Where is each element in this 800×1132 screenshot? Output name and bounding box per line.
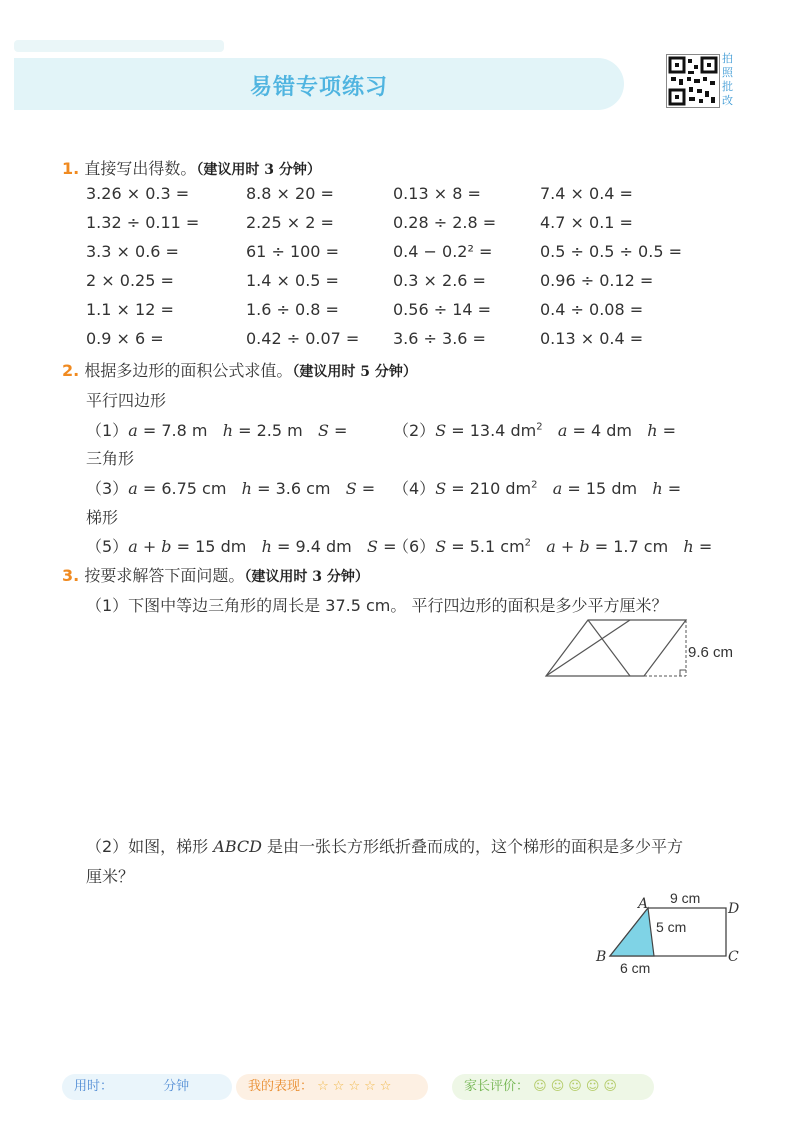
- problem-number: （2）: [393, 421, 436, 440]
- equals: =: [693, 537, 713, 556]
- vertex-c: C: [728, 949, 739, 965]
- calc-item: 0.3 × 2.6 =: [393, 271, 486, 290]
- var-s: S: [367, 537, 378, 556]
- problem-number: （5）: [86, 537, 129, 556]
- value: = 5.1 cm: [446, 537, 525, 556]
- problem-number: （4）: [393, 479, 436, 498]
- calc-item: 1.32 ÷ 0.11 =: [86, 213, 200, 232]
- calc-item: 4.7 × 0.1 =: [540, 213, 633, 232]
- trapezoid-label: 梯形: [86, 508, 119, 527]
- calc-item: 1.6 ÷ 0.8 =: [246, 300, 339, 319]
- value: = 7.8 m: [137, 421, 208, 440]
- value: = 4 dm: [567, 421, 632, 440]
- var-s: S: [435, 479, 447, 498]
- parent-label: 家长评价：: [464, 1079, 530, 1094]
- var-s: S: [435, 421, 447, 440]
- time-hint: （建议用时 3 分钟）: [244, 569, 369, 585]
- problem-2: （2）S = 13.4 $dm^2$ a = 4 dm h =: [393, 421, 677, 440]
- height-label: 9.6 cm: [688, 644, 734, 661]
- calc-item: 0.4 − 0.2² =: [393, 242, 493, 261]
- calc-item: 0.28 ÷ 2.8 =: [393, 213, 497, 232]
- parallelogram-figure: [540, 616, 750, 682]
- subquestion-2-line2: 厘米？: [86, 867, 135, 886]
- var-a-plus-b: a + b: [128, 537, 172, 556]
- calc-item: 3.6 ÷ 3.6 =: [393, 329, 486, 348]
- calc-item: 1.4 × 0.5 =: [246, 271, 339, 290]
- top-length-label: 9 cm: [670, 890, 701, 906]
- star-rating-icon[interactable]: ☆☆☆☆☆: [317, 1079, 396, 1094]
- problem-6: （6）S = 5.1 $cm^2$ a + b = 1.7 cm h =: [393, 537, 713, 556]
- question-2-heading: [62, 358, 417, 381]
- var-h: h: [241, 479, 252, 498]
- subquestion-text: （2）如图，梯形: [86, 837, 214, 856]
- equals: =: [356, 479, 376, 498]
- value: = 210 dm: [446, 479, 532, 498]
- var-s: S: [435, 537, 447, 556]
- problem-number: （1）: [86, 421, 129, 440]
- trapezoid-figure: [590, 886, 750, 982]
- problem-number: （3）: [86, 479, 129, 498]
- value: = 1.7 cm: [589, 537, 669, 556]
- calc-item: 2.25 × 2 =: [246, 213, 334, 232]
- subquestion-2: [86, 834, 683, 857]
- question-number: 3.: [62, 566, 80, 585]
- var-h: h: [261, 537, 272, 556]
- vertex-a: A: [638, 896, 649, 912]
- calc-item: 3.26 × 0.3 =: [86, 184, 190, 203]
- calc-item: 3.3 × 0.6 =: [86, 242, 179, 261]
- var-a-plus-b: a + b: [546, 537, 590, 556]
- calc-item: 0.4 ÷ 0.08 =: [540, 300, 644, 319]
- bottom-length-label: 6 cm: [620, 960, 651, 976]
- time-label: 用时：: [74, 1079, 114, 1094]
- question-3-heading: [62, 563, 369, 586]
- calc-item: 0.42 ÷ 0.07 =: [246, 329, 360, 348]
- vertex-b: B: [596, 949, 607, 965]
- question-1-heading: [62, 156, 321, 179]
- parent-evaluation-box: [452, 1074, 654, 1100]
- calc-item: 1.1 × 12 =: [86, 300, 174, 319]
- calc-item: 0.13 × 8 =: [393, 184, 481, 203]
- side-length-label: 5 cm: [656, 919, 687, 935]
- problem-number: （6）: [393, 537, 436, 556]
- value: = 6.75 cm: [137, 479, 227, 498]
- var-h: h: [683, 537, 694, 556]
- problem-4: （4）S = 210 $dm^2$ a = 15 dm h =: [393, 479, 682, 498]
- smiley-rating-icon[interactable]: ☺☺☺☺☺: [533, 1079, 621, 1094]
- value: = 13.4 dm: [446, 421, 537, 440]
- time-hint: （建议用时 5 分钟）: [292, 364, 417, 380]
- subquestion-1: （1）下图中等边三角形的周长是 37.5 cm。 平行四边形的面积是多少平方厘米？: [86, 596, 668, 615]
- value: = 15 dm: [562, 479, 638, 498]
- trapezoid-name: ABCD: [213, 837, 262, 856]
- page-title: 易错专项练习: [249, 75, 388, 100]
- parallelogram-label: 平行四边形: [86, 391, 167, 410]
- calc-item: 0.9 × 6 =: [86, 329, 164, 348]
- var-h: h: [222, 421, 234, 440]
- question-number: 2.: [62, 361, 80, 380]
- time-unit: 分钟: [163, 1079, 190, 1094]
- calc-item: 0.13 × 0.4 =: [540, 329, 644, 348]
- calc-item: 61 ÷ 100 =: [246, 242, 339, 261]
- problem-1: [86, 418, 347, 441]
- question-text: 按要求解答下面问题。: [84, 566, 245, 585]
- vertex-d: D: [728, 901, 740, 917]
- var-s: S: [345, 479, 357, 498]
- performance-label: 我的表现：: [248, 1079, 314, 1094]
- performance-box: [236, 1074, 428, 1100]
- qr-code-icon[interactable]: [666, 54, 720, 108]
- var-a: a: [128, 479, 138, 498]
- problem-5: [86, 534, 396, 557]
- var-h: h: [652, 479, 663, 498]
- question-number: 1.: [62, 159, 80, 178]
- var-a: a: [557, 421, 568, 440]
- value: = 15 dm: [171, 537, 247, 556]
- scan-to-grade-label: 拍照批改: [722, 52, 733, 107]
- value: = 3.6 cm: [251, 479, 331, 498]
- header-banner: [14, 58, 624, 110]
- subquestion-text: 是由一张长方形纸折叠而成的，这个梯形的面积是多少平方: [261, 837, 684, 856]
- question-text: 直接写出得数。: [84, 159, 197, 178]
- equals: =: [662, 479, 682, 498]
- value: = 9.4 dm: [271, 537, 352, 556]
- question-text: 根据多边形的面积公式求值。: [84, 361, 293, 380]
- calc-item: 8.8 × 20 =: [246, 184, 334, 203]
- time-used-box: [62, 1074, 232, 1100]
- var-s: S: [317, 421, 329, 440]
- calc-item: 0.5 ÷ 0.5 ÷ 0.5 =: [540, 242, 682, 261]
- calc-item: 7.4 × 0.4 =: [540, 184, 633, 203]
- calc-item: 0.56 ÷ 14 =: [393, 300, 492, 319]
- problem-3: [86, 476, 375, 499]
- var-a: a: [128, 421, 138, 440]
- equals: =: [377, 537, 397, 556]
- equals: =: [328, 421, 348, 440]
- header-decoration: [14, 40, 224, 52]
- value: = 2.5 m: [233, 421, 303, 440]
- time-hint: （建议用时 3 分钟）: [196, 162, 321, 178]
- var-a: a: [552, 479, 563, 498]
- var-h: h: [647, 421, 658, 440]
- calc-item: 0.96 ÷ 0.12 =: [540, 271, 654, 290]
- equals: =: [657, 421, 677, 440]
- calc-item: 2 × 0.25 =: [86, 271, 174, 290]
- triangle-label: 三角形: [86, 449, 135, 468]
